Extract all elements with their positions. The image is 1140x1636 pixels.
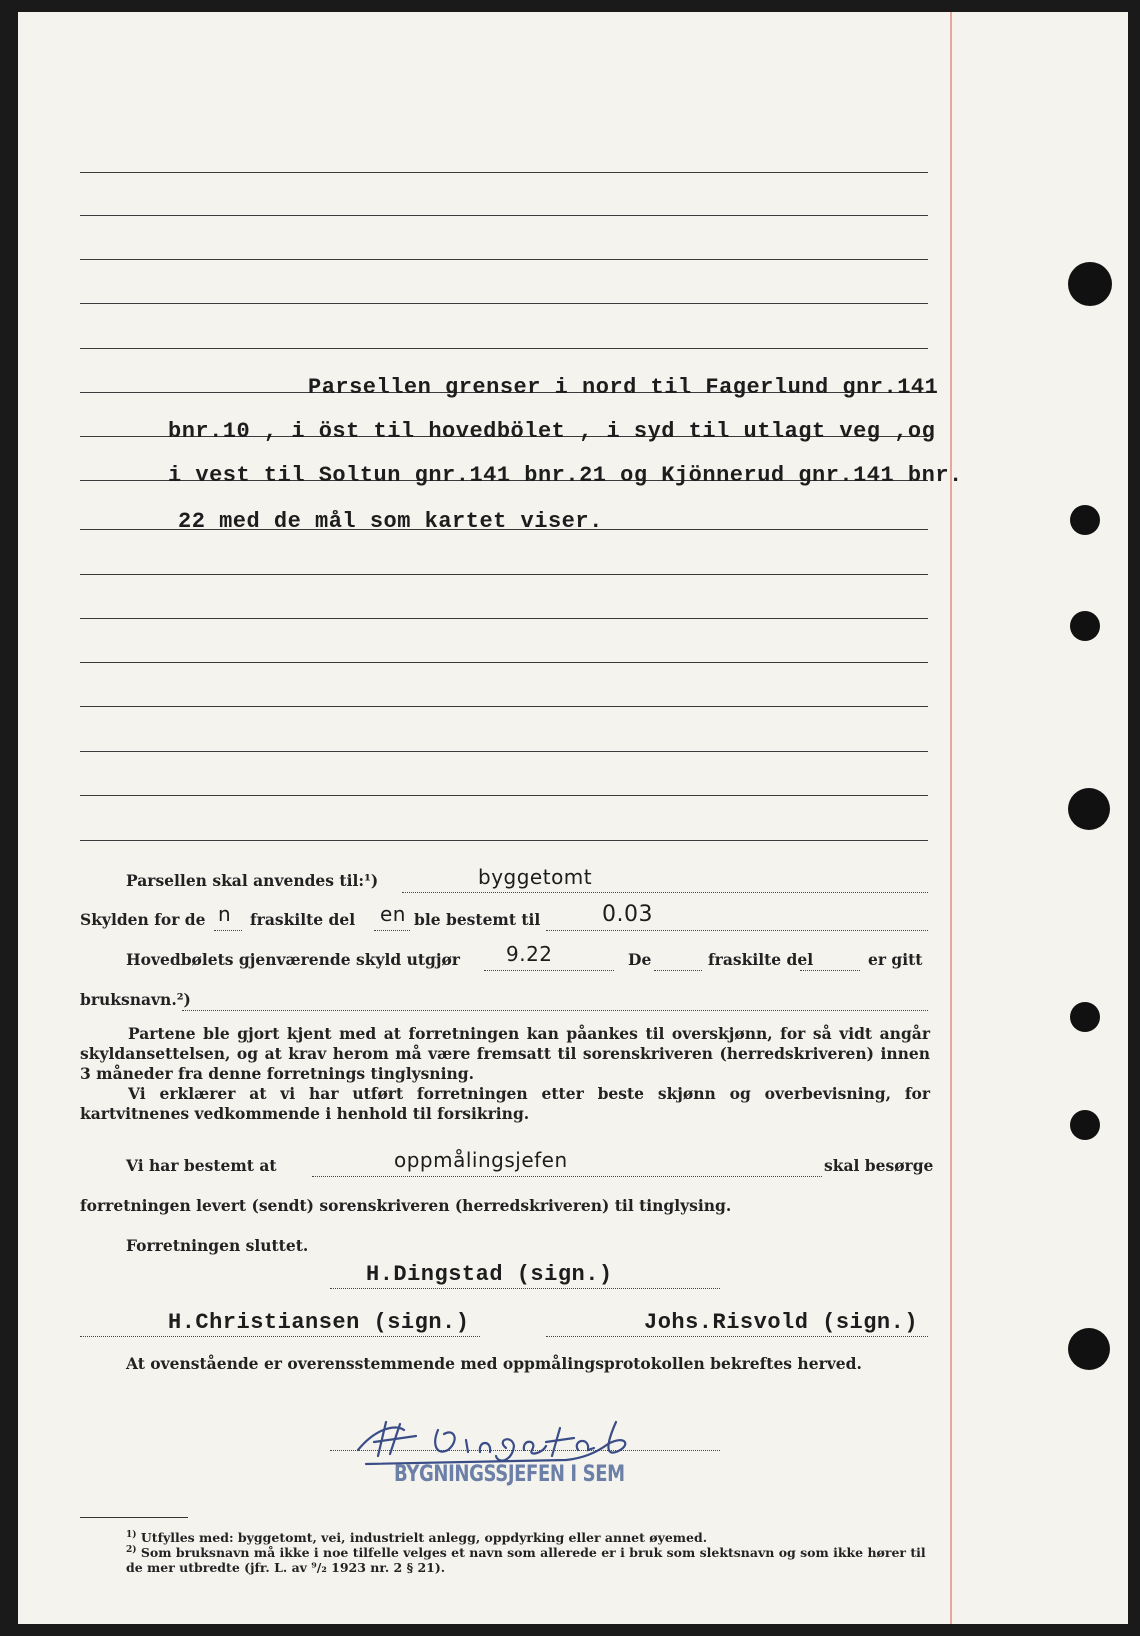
skyld-label-a: Skylden for de bbox=[80, 910, 206, 929]
usage-label: Parsellen skal anvendes til:¹) bbox=[126, 871, 379, 890]
punch-hole bbox=[1068, 1328, 1110, 1370]
signature-dingstad: H.Dingstad (sign.) bbox=[366, 1262, 613, 1287]
bestemt-dotted bbox=[312, 1176, 822, 1177]
ruled-line bbox=[80, 259, 928, 260]
document-page bbox=[18, 12, 1128, 1624]
bestemt-label: Vi har bestemt at bbox=[126, 1156, 277, 1175]
description-line-1: Parsellen grenser i nord til Fagerlund gnr.141 bbox=[308, 375, 939, 400]
ruled-line bbox=[80, 574, 928, 575]
besorge-label: skal besørge bbox=[824, 1156, 934, 1175]
handwritten-signature bbox=[346, 1410, 676, 1470]
ruled-line bbox=[80, 751, 928, 752]
punch-hole bbox=[1068, 262, 1112, 306]
punch-hole bbox=[1070, 505, 1100, 535]
ruled-line bbox=[80, 662, 928, 663]
description-line-4: 22 med de mål som kartet viser. bbox=[178, 509, 603, 534]
signature-dotted-3 bbox=[546, 1336, 928, 1337]
usage-value: byggetomt bbox=[478, 865, 593, 889]
bestemt-value: oppmålingsjefen bbox=[394, 1148, 568, 1172]
description-line-2: bnr.10 , i öst til hovedbölet , i syd til utlagt veg ,og bbox=[168, 419, 936, 444]
skyld-dotted-en bbox=[374, 930, 410, 931]
skyld-handwritten-en: en bbox=[380, 902, 406, 926]
er-gitt-label: er gitt bbox=[868, 950, 923, 969]
de-dotted bbox=[654, 970, 702, 971]
bruksnavn-label: bruksnavn.²) bbox=[80, 990, 191, 1009]
footnote-2: $^{2)}$ Som bruksnavn må ikke i noe tilfelle velges et navn som allerede er i bruk som slektsnavn og som ikke hører til de mer utbredte (jfr. L. av ⁹/₂ 1923 nr. 2 § 21). bbox=[126, 1545, 926, 1576]
official-stamp: BYGNINGSSJEFEN I SEM bbox=[394, 1462, 625, 1487]
ruled-line bbox=[80, 215, 928, 216]
skyld-label-b: fraskilte del bbox=[250, 910, 356, 929]
skyld-value: 0.03 bbox=[602, 902, 653, 927]
usage-dotted-line bbox=[402, 892, 928, 893]
ruled-line bbox=[80, 348, 928, 349]
skyld-dotted-n bbox=[214, 930, 242, 931]
footnote-1: $^{1)}$ Utfylles med: byggetomt, vei, industrielt anlegg, oppdyrking eller annet øyemed. bbox=[126, 1530, 708, 1546]
levert-line: forretningen levert (sendt) sorenskriveren (herredskriveren) til tinglysing. bbox=[80, 1196, 732, 1215]
ruled-line bbox=[80, 795, 928, 796]
signature-risvold: Johs.Risvold (sign.) bbox=[644, 1310, 919, 1335]
signature-christiansen: H.Christiansen (sign.) bbox=[168, 1310, 470, 1335]
skyld-handwritten-n: n bbox=[218, 902, 232, 926]
ruled-line bbox=[80, 840, 928, 841]
footnote-rule bbox=[80, 1517, 188, 1518]
hovedbolet-dotted bbox=[484, 970, 614, 971]
hovedbolet-label: Hovedbølets gjenværende skyld utgjør bbox=[126, 950, 460, 969]
punch-hole bbox=[1070, 1110, 1100, 1140]
bruksnavn-dotted bbox=[182, 1010, 928, 1011]
punch-hole bbox=[1070, 611, 1100, 641]
fraskilte-label: fraskilte del bbox=[708, 950, 814, 969]
sluttet-line: Forretningen sluttet. bbox=[126, 1236, 309, 1255]
margin-line bbox=[950, 12, 952, 1624]
fraskilte-dotted bbox=[800, 970, 860, 971]
paragraph-partene: Partene ble gjort kjent med at forretningen kan påankes til overskjønn, for så vidt angår skyldansettelsen, og at krav herom må være fremsatt til sorenskriveren (herredskriveren) innen 3 måneder fra denne forretnings tinglysning. bbox=[80, 1024, 930, 1083]
punch-hole bbox=[1070, 1002, 1100, 1032]
description-line-3: i vest til Soltun gnr.141 bnr.21 og Kjönnerud gnr.141 bnr. bbox=[168, 463, 963, 488]
paragraph-erklaerer: Vi erklærer at vi har utført forretningen etter beste skjønn og overbevisning, for kartvitnenes vedkommende i henhold til forsikring. bbox=[80, 1084, 930, 1123]
confirmation-line: At ovenstående er overensstemmende med oppmålingsprotokollen bekreftes herved. bbox=[126, 1354, 862, 1373]
signature-dotted-1 bbox=[330, 1288, 720, 1289]
hovedbolet-value: 9.22 bbox=[506, 942, 553, 966]
ruled-line bbox=[80, 303, 928, 304]
signature-dotted-2 bbox=[80, 1336, 480, 1337]
skyld-dotted-value bbox=[546, 930, 928, 931]
ruled-line bbox=[80, 172, 928, 173]
stamp-dotted bbox=[330, 1450, 720, 1451]
de-label: De bbox=[628, 950, 652, 969]
skyld-label-c: ble bestemt til bbox=[414, 910, 541, 929]
punch-hole bbox=[1068, 788, 1110, 830]
ruled-line bbox=[80, 618, 928, 619]
ruled-line bbox=[80, 706, 928, 707]
